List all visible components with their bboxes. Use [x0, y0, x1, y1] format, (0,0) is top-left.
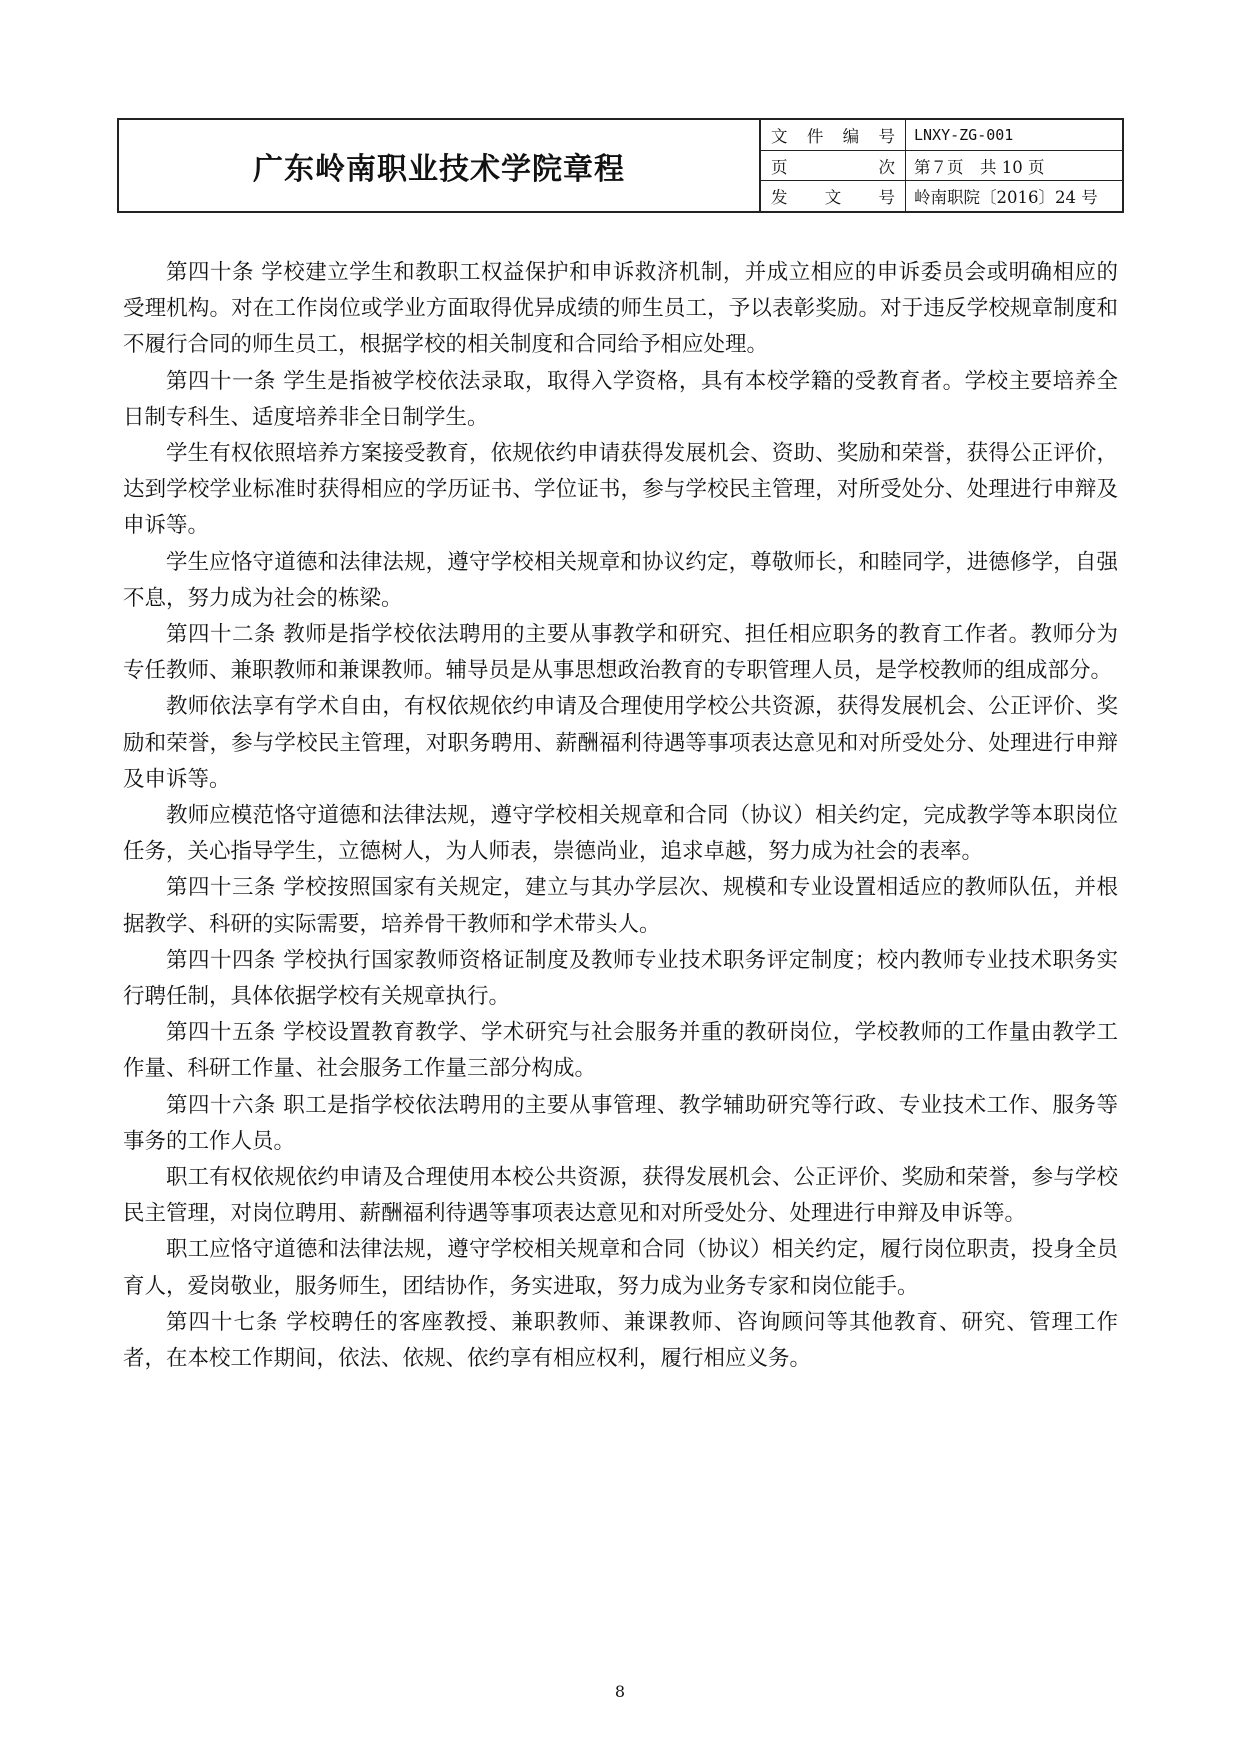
paragraph: 学生有权依照培养方案接受教育，依规依约申请获得发展机会、资助、奖励和荣誉，获得公正评价，达到学校学业标准时获得相应的学历证书、学位证书，参与学校民主管理，对所受处分、处理进行申辩及申诉等。: [123, 441, 1118, 539]
meta-row-page: [761, 151, 1122, 182]
header-meta: [761, 120, 1122, 211]
paragraph: 职工应恪守道德和法律法规，遵守学校相关规章和合同（协议）相关约定，履行岗位职责，投身全员育人，爱岗敬业，服务师生，团结协作，务实进取，努力成为业务专家和岗位能手。: [123, 1237, 1118, 1299]
paragraph: 第四十七条 学校聘任的客座教授、兼职教师、兼课教师、咨询顾问等其他教育、研究、管理工作者，在本校工作期间，依法、依规、依约享有相应权利，履行相应义务。: [123, 1309, 1118, 1372]
page-number: 8: [614, 1682, 626, 1701]
paragraph: 第四十二条 教师是指学校依法聘用的主要从事教学和研究、担任相应职务的教育工作者。教师分为专任教师、兼职教师和兼课教师。辅导员是从事思想政治教育的专职管理人员，是学校教师的组成部分。: [123, 622, 1118, 684]
paragraph: 第四十一条 学生是指被学校依法录取，取得入学资格，具有本校学籍的受教育者。学校主要培养全日制专科生、适度培养非全日制学生。: [123, 368, 1118, 430]
meta-value-page: 第７页 共 10 页: [914, 157, 1045, 177]
paragraph: 第四十六条 职工是指学校依法聘用的主要从事管理、教学辅助研究等行政、专业技术工作、服务等事务的工作人员。: [123, 1092, 1118, 1154]
meta-label-file-number: 文 件 编 号: [761, 120, 906, 150]
meta-value-file-number: LNXY-ZG-001: [914, 125, 1014, 144]
meta-label-doc-number: 发 文 号: [761, 181, 906, 211]
document-title: 广东岭南职业技术学院章程: [119, 120, 761, 211]
paragraph: 第四十五条 学校设置教育教学、学术研究与社会服务并重的教研岗位，学校教师的工作量由教学工作量、科研工作量、社会服务工作量三部分构成。: [123, 1020, 1118, 1082]
paragraph: 第四十四条 学校执行国家教师资格证制度及教师专业技术职务评定制度；校内教师专业技术职务实行聘任制，具体依据学校有关规章执行。: [123, 947, 1118, 1010]
meta-row-file-number: [761, 120, 1122, 151]
meta-row-doc-number: [761, 181, 1122, 211]
paragraph: 职工有权依规依约申请及合理使用本校公共资源，获得发展机会、公正评价、奖励和荣誉，参与学校民主管理，对岗位聘用、薪酬福利待遇等事项表达意见和对所受处分、处理进行申辩及申诉等。: [123, 1165, 1118, 1227]
meta-label-page: 页 次: [761, 151, 906, 181]
paragraph: 教师应模范恪守道德和法律法规，遵守学校相关规章和合同（协议）相关约定，完成教学等本职岗位任务，关心指导学生，立德树人，为人师表，崇德尚业，追求卓越，努力成为社会的表率。: [123, 803, 1118, 865]
meta-value-doc-number: 岭南职院〔2016〕24 号: [914, 188, 1098, 208]
paragraph: 第四十条 学校建立学生和教职工权益保护和申诉救济机制，并成立相应的申诉委员会或明确相应的受理机构。对在工作岗位或学业方面取得优异成绩的师生员工，予以表彰奖励。对于违反学校规章制度和不履行合同的师生员工，根据学校的相关制度和合同给予相应处理。: [123, 260, 1118, 358]
document-header-table: [117, 118, 1124, 213]
paragraph: 学生应恪守道德和法律法规，遵守学校相关规章和协议约定，尊敬师长，和睦同学，进德修学，自强不息，努力成为社会的栋梁。: [123, 549, 1118, 611]
paragraph: 第四十三条 学校按照国家有关规定，建立与其办学层次、规模和专业设置相适应的教师队伍，并根据教学、科研的实际需要，培养骨干教师和学术带头人。: [123, 875, 1118, 937]
document-body: [123, 255, 1118, 1377]
paragraph: 教师依法享有学术自由，有权依规依约申请及合理使用学校公共资源，获得发展机会、公正评价、奖励和荣誉，参与学校民主管理，对职务聘用、薪酬福利待遇等事项表达意见和对所受处分、处理进行申辩及申诉等。: [123, 694, 1118, 792]
